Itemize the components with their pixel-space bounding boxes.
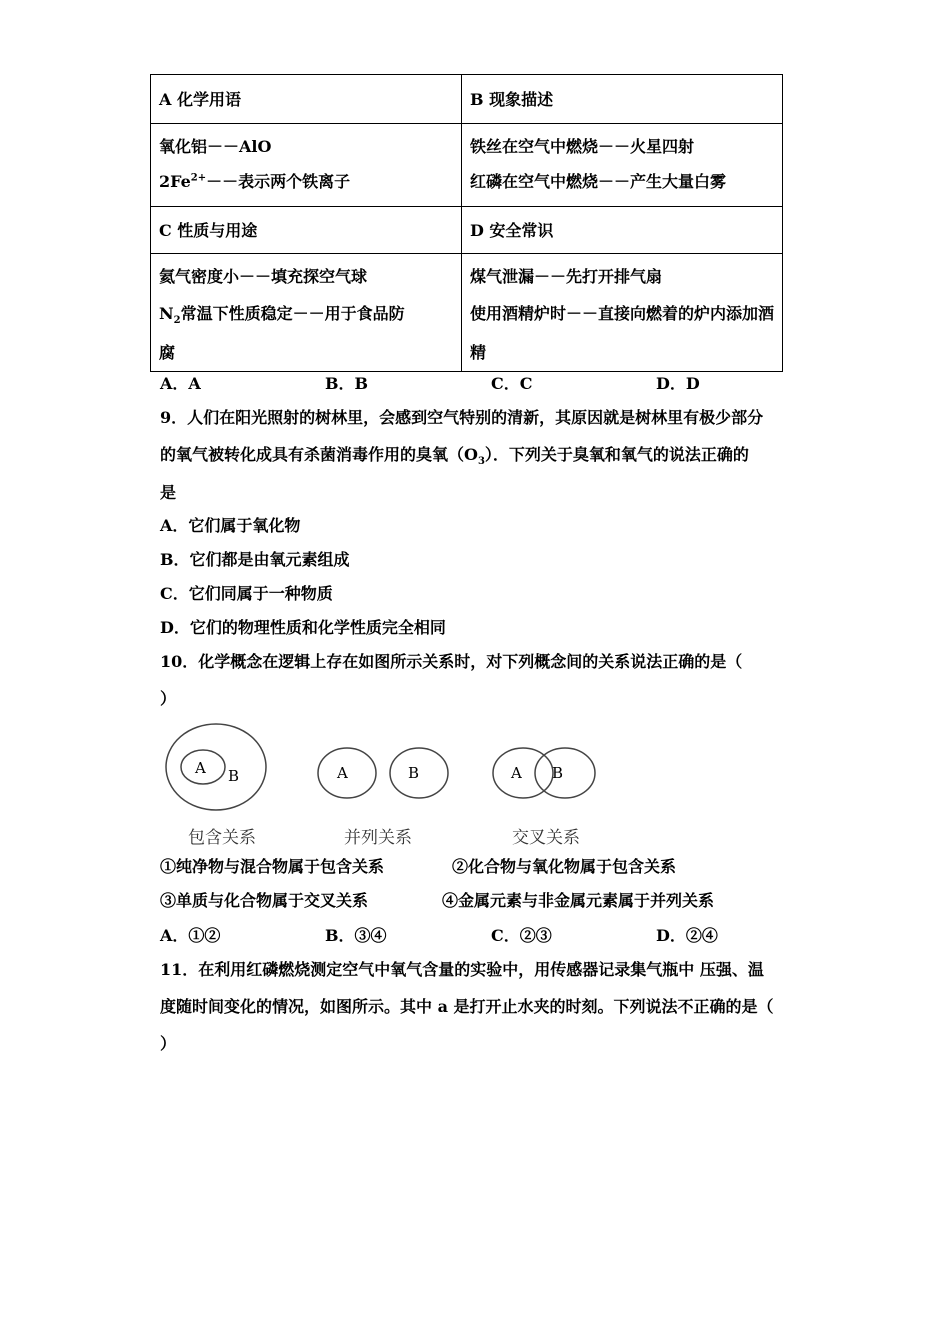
label-a: A [337,764,348,782]
label-b: B [408,764,420,782]
q10-statement-2: ②化合物与氧化物属于包含关系 [452,857,677,876]
inclusion-diagram [166,724,266,810]
q10-option-c: C．②③ [491,926,552,945]
q10-option-b: B．③④ [325,926,387,945]
parallel-diagram [318,748,448,798]
q8-option-d: D．D [656,374,700,393]
q9-option-c: C．它们同属于一种物质 [160,584,333,603]
d-line-3: 精 [469,343,486,362]
caption-parallel: 并列关系 [344,828,412,848]
q9-option-a: A．它们属于氧化物 [160,516,301,535]
q10-statement-3: ③单质与化合物属于交叉关系 [160,891,369,910]
q9-stem-line-3: 是 [160,483,177,502]
d-line-1: 煤气泄漏－－先打开排气扇 [469,267,662,286]
q10-stem-line-1: 10．化学概念在逻辑上存在如图所示关系时，对下列概念间的关系说法正确的是（ [160,652,743,671]
cell-a-body [151,124,462,207]
c-line-1: 氦气密度小－－填充探空气球 [159,267,368,286]
c-line-3: 腐 [159,343,176,362]
q11-stem-line-1: 11．在利用红磷燃烧测定空气中氧气含量的实验中，用传感器记录集气瓶中 压强、温 [160,960,764,979]
cell-a-head: A 化学用语 [151,75,462,124]
q10-option-d: D．②④ [656,926,718,945]
label-a: A [195,759,206,777]
q11-stem-line-3: ） [160,1034,177,1053]
q10-option-a: A．①② [160,926,221,945]
q11-stem-line-2: 度随时间变化的情况，如图所示。其中 a 是打开止水夹的时刻。下列说法不正确的是（ [160,997,774,1016]
q9-option-d: D．它们的物理性质和化学性质完全相同 [160,618,446,637]
d-line-2: 使用酒精炉时－－直接向燃着的炉内添加酒 [469,304,774,323]
a-line-1: 氧化铝－－AlO [159,137,272,156]
q10-statement-4: ④金属元素与非金属元素属于并列关系 [442,891,715,910]
cell-b-head: B 现象描述 [461,75,782,124]
a-line-2: $2Fe^{2+}--$表示两个铁离子 [159,172,351,191]
q8-options-table [150,74,783,372]
cell-c-body [151,254,462,372]
q8-option-c: C．C [491,374,533,393]
caption-inclusion: 包含关系 [188,828,256,848]
q10-stem-line-2: ） [160,689,177,708]
caption-intersection: 交叉关系 [512,828,580,848]
cell-d-head: D 安全常识 [461,207,782,254]
cell-c-head: C 性质与用途 [151,207,462,254]
q9-stem-line-2: 的氧气被转化成具有杀菌消毒作用的臭氧$(O_3)$．下列关于臭氧和氧气的说法正确的 [160,445,749,468]
label-b: B [228,767,240,785]
q8-option-a: A．A [160,374,201,393]
c-line-2: $N_2$常温下性质稳定－－用于食品防 [159,304,405,327]
circle-b [535,748,595,798]
q10-statement-1: ①纯净物与混合物属于包含关系 [160,857,385,876]
label-a: A [511,764,522,782]
q9-stem-line-1: 9．人们在阳光照射的树林里，会感到空气特别的清新，其原因就是树林里有极少部分 [160,408,764,427]
b-line-2: 红磷在空气中燃烧－－产生大量白雾 [469,172,726,191]
intersection-diagram [493,748,595,798]
cell-d-body [461,254,782,372]
label-b: B [552,764,564,782]
q9-option-b: B．它们都是由氧元素组成 [160,550,350,569]
q8-option-b: B．B [325,374,369,393]
b-line-1: 铁丝在空气中燃烧－－火星四射 [469,137,694,156]
cell-b-body [461,124,782,207]
